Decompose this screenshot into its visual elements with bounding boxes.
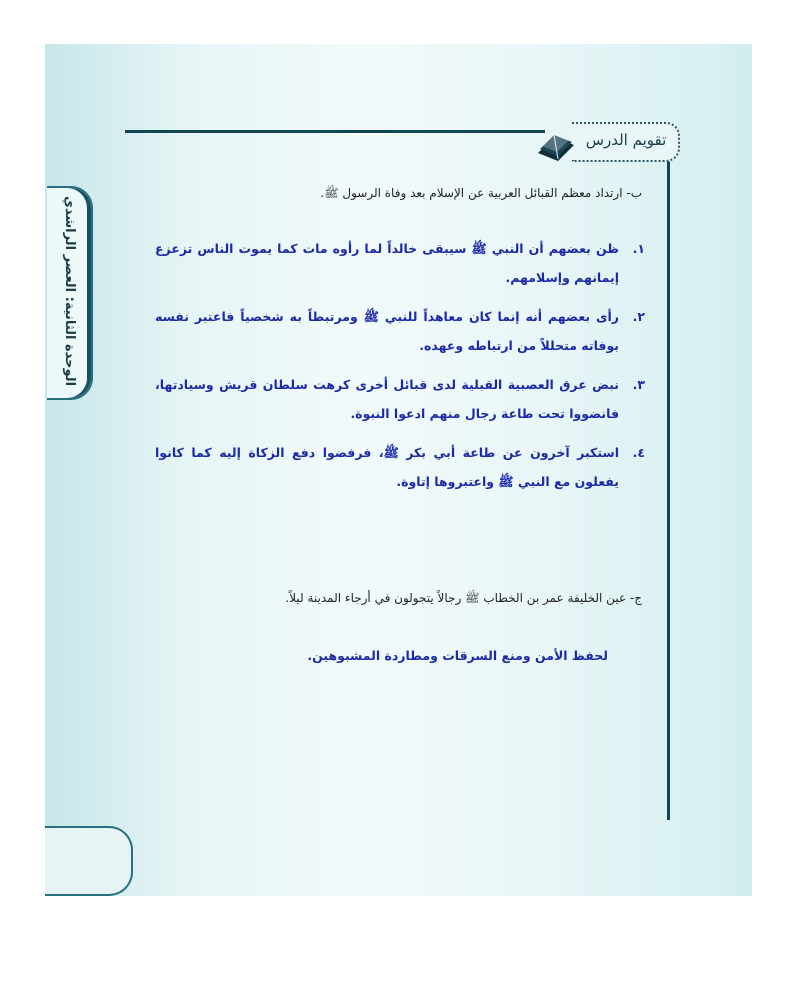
answer-number: ٣. [632,377,645,392]
question-b: ب- ارتداد معظم القبائل العربية عن الإسلام بعد وفاة الرسول ﷺ. [320,186,642,200]
answer-item [155,438,645,496]
margin-rule [667,156,670,820]
section-title: تقويم الدرس [585,131,667,149]
answer-c: لحفظ الأمن ومنع السرقات ومطاردة المشبوهين. [307,648,608,663]
answer-text: رأى بعضهم أنه إنما كان معاهداً للنبي ﷺ ومرتبطاً به شخصياً فاعتبر نفسه بوفاته متحللاً من ارتباطه وعهده. [155,309,619,353]
answer-text: استكبر آخرون عن طاعة أبي بكر ﷺ، فرفضوا دفع الزكاة إليه كما كانوا يفعلون مع النبي ﷺ واعتبروها إتاوة. [155,445,619,489]
answer-item [155,302,645,360]
question-c: ج- عين الخليفة عمر بن الخطاب ﷺ رجالاً يتجولون في أرجاء المدينة ليلاً. [285,591,642,605]
header-rule [125,130,545,133]
page-number-box [45,826,133,896]
unit-title: الوحدة الثانية: العصر الراشدي [62,195,77,387]
answer-list-b [155,234,645,506]
answer-item [155,234,645,292]
book-icon [534,123,578,163]
answer-number: ٤. [632,445,645,460]
answer-text: ظن بعضهم أن النبي ﷺ سيبقى خالداً لما رأوه مات كما يموت الناس تزعزع إيمانهم وإسلامهم. [155,241,619,285]
answer-item [155,370,645,428]
answer-number: ١. [632,241,645,256]
answer-number: ٢. [632,309,645,324]
answer-text: نبض عرق العصبية القبلية لدى قبائل أخرى كرهت سلطان قريش وسيادتها، فانضووا تحت طاعة رجال منهم ادعوا النبوة. [155,377,619,421]
